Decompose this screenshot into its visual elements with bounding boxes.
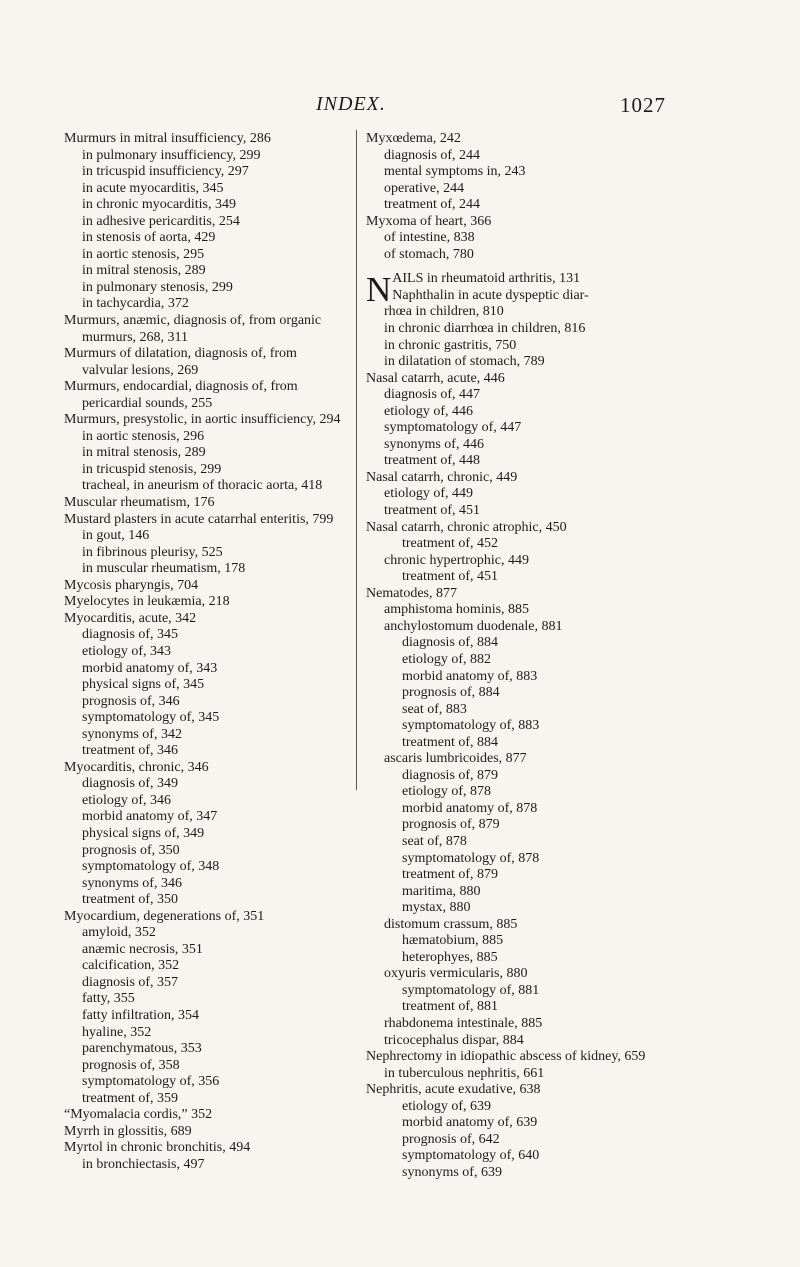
index-subentry: heterophyes, 885 [402,949,498,965]
index-entry: Mustard plasters in acute catarrhal enteritis, 799 [64,511,334,527]
index-subentry: symptomatology of, 345 [82,710,220,726]
index-entry: Nasal catarrh, acute, 446 [366,370,505,386]
index-subentry: etiology of, 639 [402,1098,492,1114]
index-subentry: morbid anatomy of, 883 [402,668,538,684]
index-subentry: etiology of, 346 [82,792,172,808]
index-subentry: in gout, 146 [82,528,150,544]
index-subentry: diagnosis of, 447 [384,387,481,403]
index-subentry: treatment of, 451 [402,569,499,585]
index-subentry: in acute myocarditis, 345 [82,180,224,196]
index-subentry: hæmatobium, 885 [402,933,504,949]
index-subentry: in bronchiectasis, 497 [82,1156,205,1172]
index-subentry: synonyms of, 639 [402,1164,502,1180]
index-subentry: etiology of, 446 [384,403,474,419]
index-entry: Murmurs, endocardial, diagnosis of, from pericardial sounds, 255 [64,379,298,411]
index-entry: Nephritis, acute exudative, 638 [366,1082,541,1098]
index-subentry: of intestine, 838 [384,230,475,246]
index-subentry: treatment of, 448 [384,453,481,469]
index-column-left [64,131,346,1173]
index-subentry: treatment of, 359 [82,1090,179,1106]
index-subentry: distomum crassum, 885 [384,916,518,932]
index-subentry: fatty, 355 [82,991,135,1007]
index-subentry: prognosis of, 358 [82,1057,180,1073]
index-subentry: treatment of, 879 [402,867,499,883]
index-entry: Myrrh in glossitis, 689 [64,1123,192,1139]
index-subentry: anæmic necrosis, 351 [82,941,203,957]
index-subentry: seat of, 883 [402,701,467,717]
index-subentry: prognosis of, 642 [402,1131,500,1147]
dropcap-entry [366,271,698,321]
index-entry: “Myomalacia cordis,” 352 [64,1107,213,1123]
index-subentry: symptomatology of, 356 [82,1074,220,1090]
index-subentry: in chronic diarrhœa in children, 816 [384,321,586,337]
index-subentry: treatment of, 452 [402,536,499,552]
index-subentry: prognosis of, 884 [402,685,500,701]
index-block-m [366,131,698,263]
index-subentry: in chronic myocarditis, 349 [82,197,236,213]
dropcap-letter: N [366,270,392,310]
index-entry: Nephrectomy in idiopathic abscess of kidney, 659 [366,1049,646,1065]
index-entry: Nasal catarrh, chronic, 449 [366,469,518,485]
index-subentry: in muscular rheumatism, 178 [82,561,246,577]
index-subentry: in dilatation of stomach, 789 [384,354,545,370]
index-entry: Naphthalin in acute dyspeptic diar- [392,287,589,303]
index-entry: Myocardium, degenerations of, 351 [64,908,265,924]
index-subentry: of stomach, 780 [384,246,474,262]
index-subentry: synonyms of, 446 [384,436,484,452]
index-block-n [366,321,698,1181]
index-subentry: treatment of, 346 [82,743,179,759]
index-subentry: diagnosis of, 357 [82,974,179,990]
index-subentry: morbid anatomy of, 347 [82,809,218,825]
index-subentry: prognosis of, 879 [402,817,500,833]
index-subentry: symptomatology of, 348 [82,859,220,875]
page-header [0,93,800,123]
index-subentry: treatment of, 451 [384,503,481,519]
index-subentry: hyaline, 352 [82,1024,152,1040]
index-subentry: symptomatology of, 883 [402,718,540,734]
index-subentry: calcification, 352 [82,958,180,974]
index-subentry: in stenosis of aorta, 429 [82,230,216,246]
index-subentry: synonyms of, 346 [82,875,182,891]
index-subentry: morbid anatomy of, 343 [82,660,218,676]
index-subentry: amyloid, 352 [82,925,156,941]
index-entry: Murmurs in mitral insufficiency, 286 [64,131,271,146]
index-subentry: symptomatology of, 447 [384,420,522,436]
index-subentry: mental symptoms in, 243 [384,164,526,180]
index-subentry: etiology of, 449 [384,486,474,502]
index-entry: Nasal catarrh, chronic atrophic, 450 [366,519,567,535]
index-subentry: amphistoma hominis, 885 [384,602,530,618]
index-subentry: in fibrinous pleurisy, 525 [82,544,223,560]
column-divider [356,130,357,790]
index-subentry: physical signs of, 349 [82,825,205,841]
index-entry: Myocarditis, acute, 342 [64,610,197,626]
index-entry: Mycosis pharyngis, 704 [64,577,199,593]
index-subentry: synonyms of, 342 [82,726,182,742]
page-title: INDEX. [316,93,386,115]
index-subentry: symptomatology of, 640 [402,1148,540,1164]
index-subentry: chronic hypertrophic, 449 [384,552,530,568]
index-entry: Myocarditis, chronic, 346 [64,759,209,775]
index-subentry: operative, 244 [384,180,465,196]
index-subentry: diagnosis of, 349 [82,776,179,792]
index-column-right [366,131,698,1181]
index-subentry: treatment of, 884 [402,734,499,750]
page-number: 1027 [620,93,666,117]
index-subentry: maritima, 880 [402,883,481,899]
index-subentry: in adhesive pericarditis, 254 [82,213,240,229]
index-subentry: in tricuspid stenosis, 299 [82,461,222,477]
index-subentry: physical signs of, 345 [82,677,205,693]
index-entry: Myrtol in chronic bronchitis, 494 [64,1140,251,1156]
index-entry: Murmurs, presystolic, in aortic insufficiency, 294 [64,412,341,428]
index-entry: Murmurs of dilatation, diagnosis of, from valvular lesions, 269 [64,346,297,378]
index-subentry: diagnosis of, 884 [402,635,499,651]
index-subentry: symptomatology of, 881 [402,982,540,998]
index-entry: Murmurs, anæmic, diagnosis of, from organic murmurs, 268, 311 [64,313,322,345]
index-subentry: in pulmonary insufficiency, 299 [82,147,261,163]
index-entry: Muscular rheumatism, 176 [64,495,215,511]
index-subentry: diagnosis of, 345 [82,627,179,643]
index-entry: rhœa in children, 810 [384,304,504,320]
index-subentry: in aortic stenosis, 296 [82,428,205,444]
index-subentry: treatment of, 881 [402,999,499,1015]
index-subentry: in tachycardia, 372 [82,296,189,312]
index-subentry: prognosis of, 350 [82,842,180,858]
index-subentry: etiology of, 878 [402,784,492,800]
index-subentry: anchylostomum duodenale, 881 [384,618,563,634]
index-subentry: tracheal, in aneurism of thoracic aorta, 418 [82,478,323,494]
index-entry: Myxoma of heart, 366 [366,213,492,229]
index-subentry: in tuberculous nephritis, 661 [384,1065,545,1081]
index-subentry: in chronic gastritis, 750 [384,337,517,353]
index-subentry: etiology of, 343 [82,643,172,659]
index-subentry: in pulmonary stenosis, 299 [82,279,233,295]
index-subentry: in mitral stenosis, 289 [82,445,206,461]
index-entry: AILS in rheumatoid arthritis, 131 [392,271,581,287]
index-subentry: diagnosis of, 879 [402,767,499,783]
index-subentry: symptomatology of, 878 [402,850,540,866]
index-subentry: in tricuspid insufficiency, 297 [82,164,249,180]
index-subentry: seat of, 878 [402,833,467,849]
index-subentry: diagnosis of, 244 [384,147,481,163]
index-entry: Myxœdema, 242 [366,131,461,146]
index-subentry: in aortic stenosis, 295 [82,246,205,262]
index-subentry: tricocephalus dispar, 884 [384,1032,524,1048]
index-subentry: treatment of, 244 [384,197,481,213]
index-subentry: prognosis of, 346 [82,693,180,709]
index-subentry: oxyuris vermicularis, 880 [384,966,528,982]
index-subentry: etiology of, 882 [402,651,492,667]
index-entry: Myelocytes in leukæmia, 218 [64,594,230,610]
index-subentry: fatty infiltration, 354 [82,1007,200,1023]
index-subentry: mystax, 880 [402,900,471,916]
index-subentry: rhabdonema intestinale, 885 [384,1015,543,1031]
index-subentry: treatment of, 350 [82,892,179,908]
index-subentry: morbid anatomy of, 639 [402,1115,538,1131]
index-subentry: morbid anatomy of, 878 [402,800,538,816]
index-subentry: parenchymatous, 353 [82,1041,202,1057]
index-entry: Nematodes, 877 [366,585,457,601]
index-subentry: in mitral stenosis, 289 [82,263,206,279]
index-subentry: ascaris lumbricoides, 877 [384,751,527,767]
